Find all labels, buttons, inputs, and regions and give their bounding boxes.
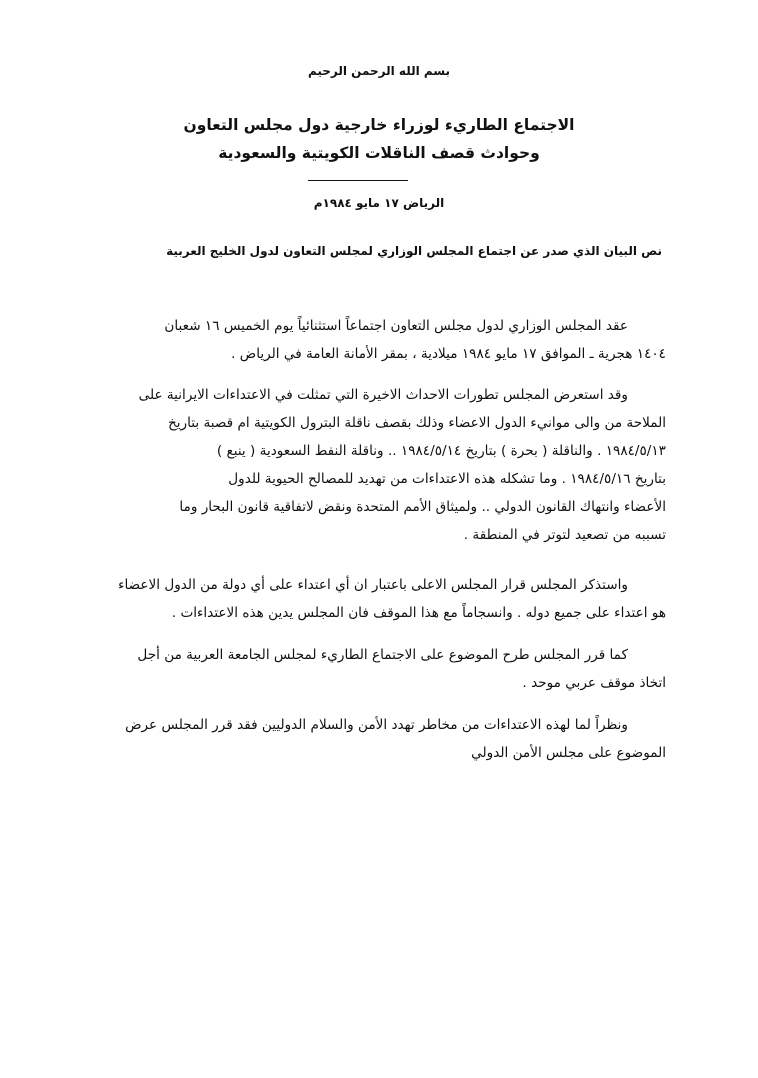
basmala: بسم الله الرحمن الرحيم <box>307 64 451 78</box>
paragraph-line: عقد المجلس الوزاري لدول مجلس التعاون اجتماعاً استثنائياً يوم الخميس ١٦ شعبان <box>164 318 628 334</box>
paragraph-5 <box>62 711 666 767</box>
paragraph-line: هو اعتداء على جميع دوله . وانسجاماً مع هذا الموقف فان المجلس يدين هذه الاعتداءات . <box>171 605 666 621</box>
paragraph-line: ١٤٠٤ هجرية ـ الموافق ١٧ مايو ١٩٨٤ ميلادية ، بمقر الأمانة العامة في الرياض . <box>231 346 666 362</box>
paragraph-line: تسببه من تصعيد لتوتر في المنطقة . <box>463 527 666 543</box>
paragraph-line: الموضوع على مجلس الأمن الدولي <box>471 745 666 761</box>
paragraph-1 <box>62 312 666 368</box>
paragraph-line: وقد استعرض المجلس تطورات الاحداث الاخيرة التي تمثلت في الاعتداءات الايرانية على <box>138 387 628 403</box>
paragraph-3 <box>62 571 666 627</box>
paragraph-line: بتاريخ ١٩٨٤/٥/١٦ . وما تشكله هذه الاعتداءات من تهديد للمصالح الحيوية للدول <box>228 471 666 487</box>
paragraph-line: اتخاذ موقف عربي موحد . <box>522 675 666 691</box>
statement-subtitle: نص البيان الذي صدر عن اجتماع المجلس الوزاري لمجلس التعاون لدول الخليج العربية <box>166 244 662 258</box>
paragraph-line: واستذكر المجلس قرار المجلس الاعلى باعتبار ان أي اعتداء على أي دولة من الدول الاعضاء <box>118 577 628 593</box>
paragraph-line: الأعضاء وانتهاك القانون الدولي .. ولميثاق الأمم المتحدة ونقض لاتفاقية قانون البحار وما <box>179 499 666 515</box>
paragraph-line: كما قرر المجلس طرح الموضوع على الاجتماع الطاريء لمجلس الجامعة العربية من أجل <box>137 647 628 663</box>
title-line-1: الاجتماع الطاريء لوزراء خارجية دول مجلس التعاون <box>183 116 575 134</box>
paragraph-4 <box>62 641 666 697</box>
title-divider <box>308 180 408 181</box>
paragraph-2 <box>62 381 666 549</box>
title-line-2: وحوادث قصف الناقلات الكويتية والسعودية <box>218 144 540 162</box>
paragraph-line: الملاحة من والى موانيء الدول الاعضاء وذلك بقصف ناقلة البترول الكويتية ام قصبة بتاريخ <box>168 415 666 431</box>
dateline: الرياض ١٧ مايو ١٩٨٤م <box>313 196 445 210</box>
paragraph-line: ونظراً لما لهذه الاعتداءات من مخاطر تهدد الأمن والسلام الدوليين فقد قرر المجلس عرض <box>125 717 628 733</box>
paragraph-line: ١٩٨٤/٥/١٣ . والناقلة ( بحرة ) بتاريخ ١٩٨٤/٥/١٤ .. وناقلة النفط السعودية ( ينبع ) <box>216 443 666 459</box>
